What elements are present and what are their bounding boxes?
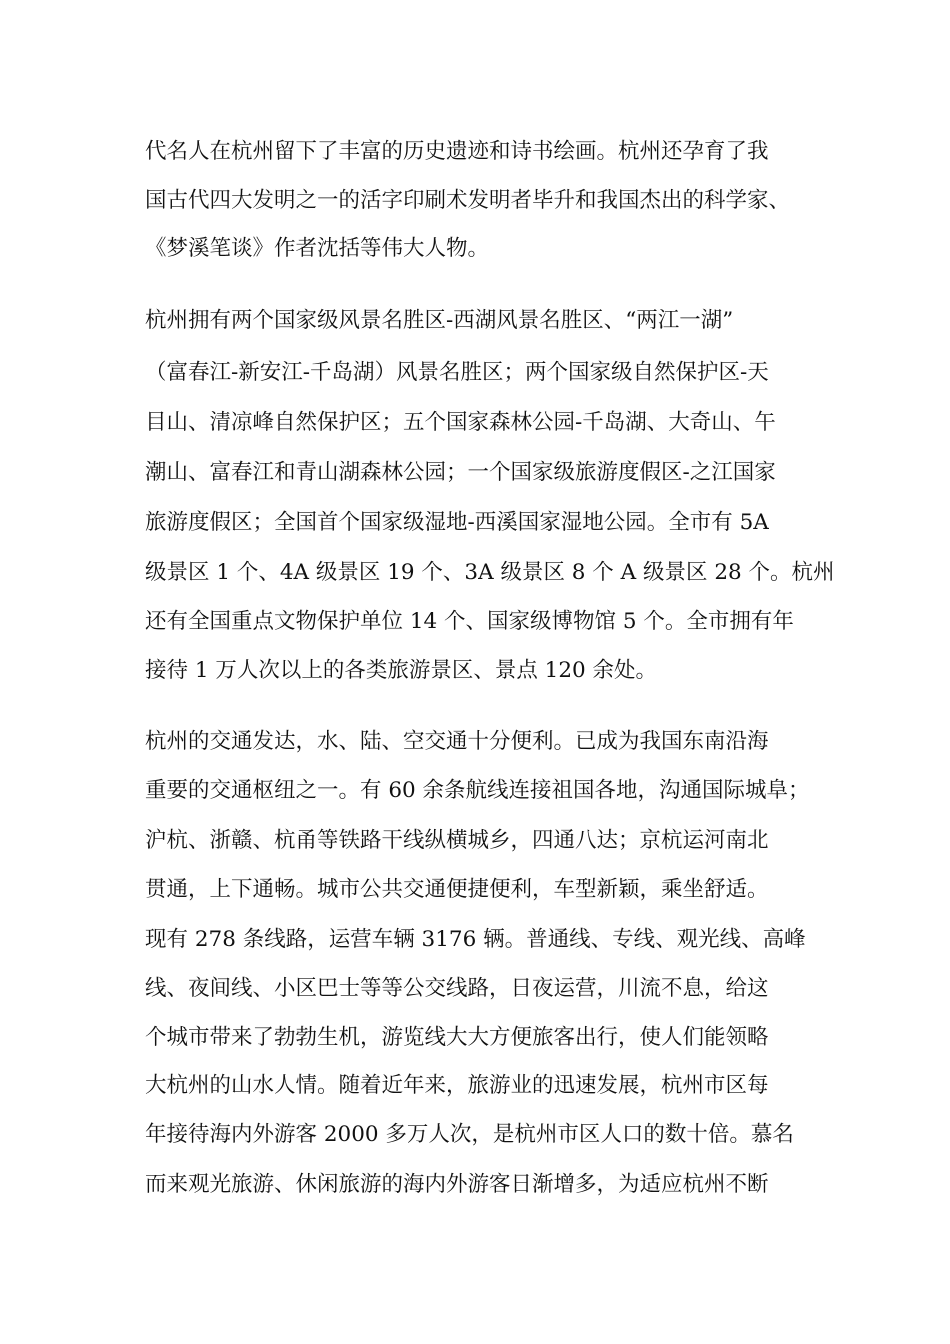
paragraph-line: 现有 278 条线路，运营车辆 3176 辆。普通线、专线、观光线、高峰: [145, 927, 806, 952]
paragraph-line: 年接待海内外游客 2000 多万人次，是杭州市区人口的数十倍。慕名: [145, 1122, 794, 1147]
paragraph-line: 沪杭、浙赣、杭甬等铁路干线纵横城乡，四通八达；京杭运河南北: [145, 828, 769, 853]
paragraph-line: （富春江-新安江-千岛湖）风景名胜区；两个国家级自然保护区-天: [145, 360, 769, 385]
paragraph-line: 目山、清凉峰自然保护区；五个国家森林公园-千岛湖、大奇山、午: [145, 410, 776, 435]
paragraph-line: 贯通，上下通畅。城市公共交通便捷便利，车型新颖，乘坐舒适。: [145, 877, 769, 902]
paragraph-line: 接待 1 万人次以上的各类旅游景区、景点 120 余处。: [145, 658, 658, 683]
paragraph-line: 重要的交通枢纽之一。有 60 余条航线连接祖国各地，沟通国际城阜；: [145, 778, 810, 803]
paragraph-line: 代名人在杭州留下了丰富的历史遗迹和诗书绘画。杭州还孕育了我: [145, 139, 769, 164]
paragraph-line: 线、夜间线、小区巴士等等公交线路，日夜运营，川流不息，给这: [145, 976, 769, 1001]
paragraph-line: 杭州的交通发达，水、陆、空交通十分便利。已成为我国东南沿海: [145, 729, 769, 754]
paragraph-line: 个城市带来了勃勃生机，游览线大大方便旅客出行，使人们能领略: [145, 1025, 769, 1050]
paragraph-line: 大杭州的山水人情。随着近年来，旅游业的迅速发展，杭州市区每: [145, 1073, 769, 1098]
paragraph-line: 国古代四大发明之一的活字印刷术发明者毕升和我国杰出的科学家、: [145, 188, 791, 213]
paragraph-line: 级景区 1 个、4A 级景区 19 个、3A 级景区 8 个 A 级景区 28 个。杭州: [145, 560, 835, 585]
paragraph-line: 杭州拥有两个国家级风景名胜区-西湖风景名胜区、“两江一湖”: [145, 308, 734, 333]
paragraph-line: 旅游度假区；全国首个国家级湿地-西溪国家湿地公园。全市有 5A: [145, 510, 769, 535]
paragraph-line: 《梦溪笔谈》作者沈括等伟大人物。: [145, 236, 490, 261]
paragraph-line: 潮山、富春江和青山湖森林公园；一个国家级旅游度假区-之江国家: [145, 460, 776, 485]
paragraph-line: 还有全国重点文物保护单位 14 个、国家级博物馆 5 个。全市拥有年: [145, 609, 794, 634]
paragraph-line: 而来观光旅游、休闲旅游的海内外游客日渐增多，为适应杭州不断: [145, 1172, 769, 1197]
